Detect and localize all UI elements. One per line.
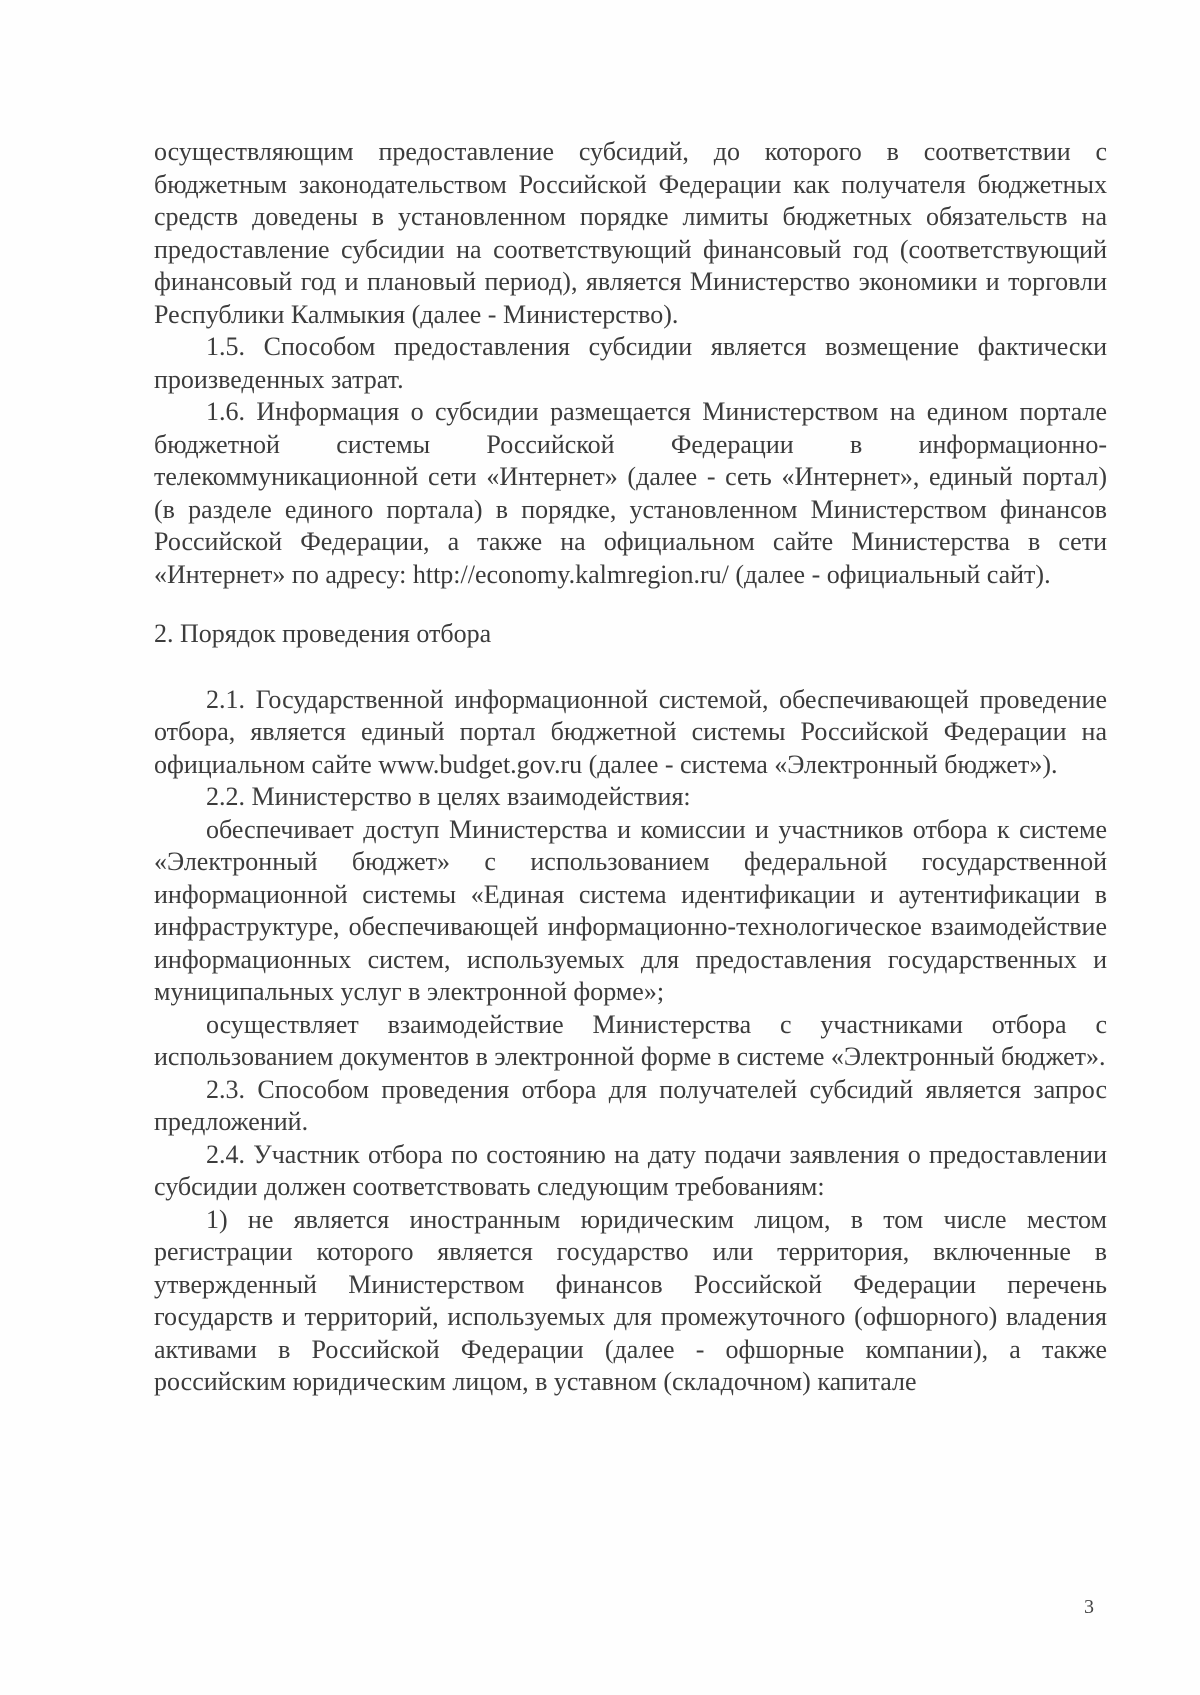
- paragraph-intro: осуществляющим предоставление субсидий, до которого в соответствии с бюджетным законодательством Российской Федерации как получателя бюджетных средств доведены в установленном порядке лимиты бюджетных обязательств на предоставление субсидии на соответствующий финансовый год (соответствующий финансовый год и плановый период), является Министерство экономики и торговли Республики Калмыкия (далее - Министерство).: [154, 137, 1107, 329]
- page-number: 3: [1084, 1596, 1094, 1618]
- paragraph-2-2: 2.2. Министерство в целях взаимодействия:: [206, 782, 691, 811]
- paragraph-1-5: 1.5. Способом предоставления субсидии является возмещение фактически произведенных затрат.: [154, 332, 1107, 394]
- section-heading: 2. Порядок проведения отбора: [154, 619, 492, 648]
- paragraph-2-1: 2.1. Государственной информационной системой, обеспечивающей проведение отбора, является единый портал бюджетной системы Российской Федерации на официальном сайте www.budget.gov.ru (далее - система «Электронный бюджет»).: [154, 684, 1107, 779]
- paragraph-1-6: 1.6. Информация о субсидии размещается Министерством на едином портале бюджетной системы Российской Федерации в информационно-телекоммуникационной сети «Интернет» (далее - сеть «Интернет», единый портал) (в разделе единого портала) в порядке, установленном Министерством финансов Российской Федерации, а также на официальном сайте Министерства в сети «Интернет» по адресу: http://economy.kalmregion.ru/ (далее - официальный сайт).: [154, 397, 1107, 589]
- paragraph-2-3: 2.3. Способом проведения отбора для получателей субсидий является запрос предложений.: [154, 1074, 1107, 1136]
- paragraph-2-2-access: обеспечивает доступ Министерства и комиссии и участников отбора к системе «Электронный бюджет» с использованием федеральной государственной информационной системы «Единая система идентификации и аутентификации в инфраструктуре, обеспечивающей информационно-технологическое взаимодействие информационных систем, используемых для предоставления государственных и муниципальных услуг в электронной форме»;: [154, 814, 1107, 1006]
- document-body: [154, 136, 1107, 1399]
- paragraph-2-2-interaction: осуществляет взаимодействие Министерства с участниками отбора с использованием документов в электронной форме в системе «Электронный бюджет».: [154, 1009, 1107, 1071]
- paragraph-2-4-1: 1) не является иностранным юридическим лицом, в том числе местом регистрации которого является государство или территория, включенные в утвержденный Министерством финансов Российской Федерации перечень государств и территорий, используемых для промежуточного (офшорного) владения активами в Российской Федерации (далее - офшорные компании), а также российским юридическим лицом, в уставном (складочном) капитале: [154, 1204, 1107, 1396]
- paragraph-2-4: 2.4. Участник отбора по состоянию на дату подачи заявления о предоставлении субсидии должен соответствовать следующим требованиям:: [154, 1139, 1107, 1201]
